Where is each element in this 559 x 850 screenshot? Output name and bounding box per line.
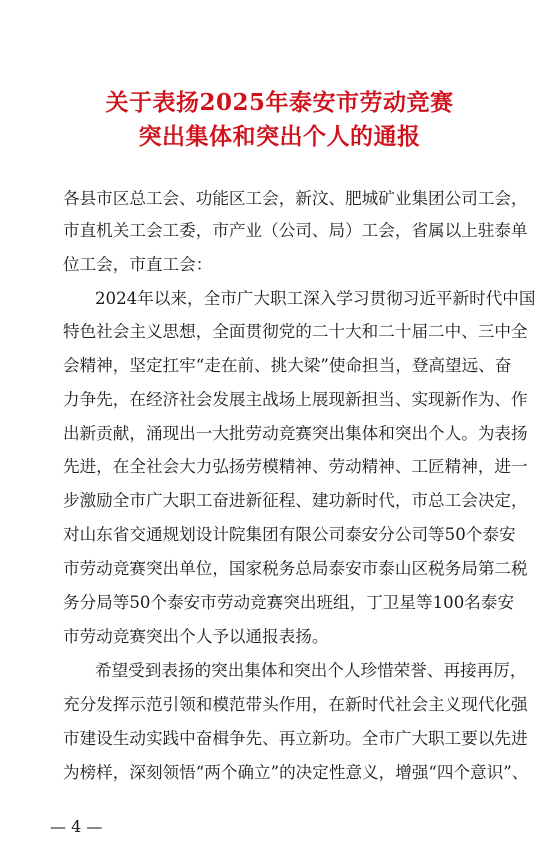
- paragraph-1-line: 特色社会主义思想，全面贯彻党的二十大和二十届二中、三中全: [63, 322, 528, 341]
- document-title-line-2: 突出集体和突出个人的通报: [138, 123, 421, 150]
- paragraph-1-line: 先进，在全社会大力弘扬劳模精神、劳动精神、工匠精神，进一: [63, 457, 528, 476]
- paragraph-2-line: 市建设生动实践中奋楫争先、再立新功。全市广大职工要以先进: [63, 729, 528, 748]
- paragraph-1-line: 市劳动竞赛突出单位，国家税务总局泰安市泰山区税务局第二税: [63, 559, 528, 578]
- paragraph-2-line: 充分发挥示范引领和模范带头作用，在新时代社会主义现代化强: [63, 695, 528, 714]
- paragraph-1-line: 务分局等50个泰安市劳动竞赛突出班组，丁卫星等100名泰安: [63, 593, 515, 612]
- paragraph-1-line: 对山东省交通规划设计院集团有限公司泰安分公司等50个泰安: [63, 525, 516, 544]
- paragraph-1-line: 出新贡献，涌现出一大批劳动竞赛突出集体和突出个人。为表扬: [63, 424, 528, 443]
- paragraph-1-line: 会精神，坚定扛牢“走在前、挑大梁”使命担当，登高望远、奋: [63, 356, 512, 375]
- recipients-line: 位工会，市直工会：: [63, 255, 213, 274]
- paragraph-1-line: 力争先，在经济社会发展主战场上展现新担当、实现新作为、作: [63, 390, 528, 409]
- recipients-line: 市直机关工会工委，市产业（公司、局）工会，省属以上驻泰单: [63, 221, 528, 240]
- page-number: — 4 —: [50, 817, 103, 836]
- paragraph-2-line: 为榜样，深刻领悟“两个确立”的决定性意义，增强“四个意识”、: [63, 763, 529, 782]
- recipients-line: 各县市区总工会、功能区工会，新汶、肥城矿业集团公司工会，: [63, 189, 528, 208]
- paragraph-1-line: 步激励全市广大职工奋进新征程、建功新时代，市总工会决定，: [63, 491, 528, 510]
- paragraph-1-line: 市劳动竞赛突出个人予以通报表扬。: [63, 627, 329, 646]
- paragraph-1-line: 2024年以来，全市广大职工深入学习贯彻习近平新时代中国: [95, 289, 536, 308]
- paragraph-2-line: 希望受到表扬的突出集体和突出个人珍惜荣誉、再接再厉，: [95, 661, 527, 680]
- document-title-line-1: 关于表扬2025年泰安市劳动竞赛: [105, 89, 454, 116]
